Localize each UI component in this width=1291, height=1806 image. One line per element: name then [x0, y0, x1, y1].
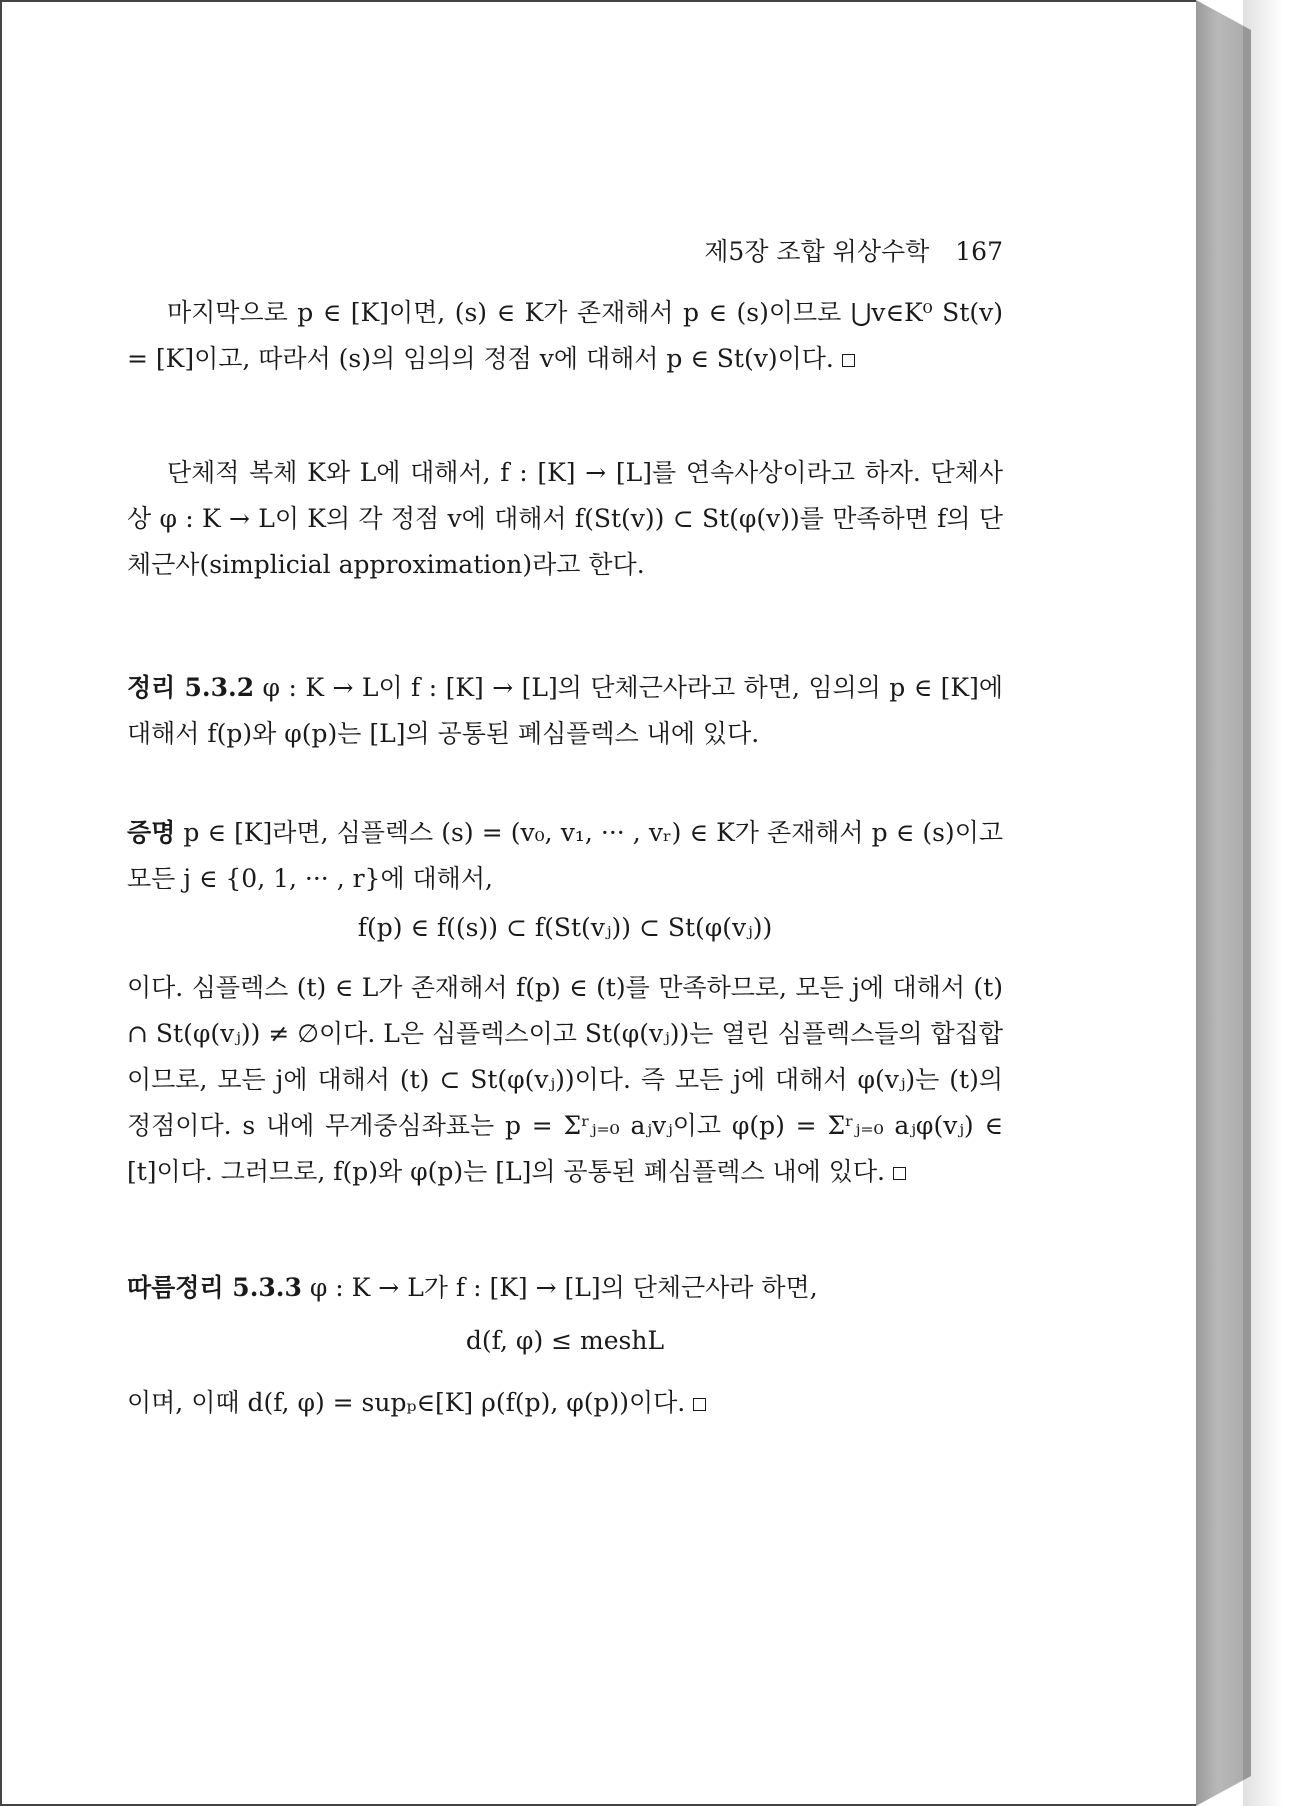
proof-label: 증명: [127, 818, 176, 847]
qed-mark: [842, 354, 855, 367]
corollary-equation: d(f, φ) ≤ meshL: [465, 1326, 665, 1355]
paragraph-2: [127, 450, 1003, 588]
proof-block: [127, 810, 1003, 902]
proof-continuation: [127, 965, 1003, 1195]
corollary-text-2: 이며, 이때 d(f, φ) = supₚ∈[K] ρ(f(p), φ(p))이다.: [127, 1388, 686, 1417]
qed-mark: [693, 1398, 706, 1411]
paragraph-1: [127, 290, 1003, 382]
proof-text-2: 이다. 심플렉스 (t) ∈ L가 존재해서 f(p) ∈ (t)를 만족하므로, 모든 j에 대해서 (t) ∩ St(φ(vⱼ)) ≠ ∅이다. L은 심플렉스이고 St(φ(vⱼ))는 열린 심플렉스들의 합집합이므로, 모든 j에 대해서 (t) ⊂ St(φ(vⱼ))이다. 즉 모든 j에 대해서 φ(vⱼ)는 (t)의 정점이다. s 내에 무게중심좌표는 p = Σʳⱼ₌₀ aⱼvⱼ이고 φ(p) = Σʳⱼ₌₀ aⱼφ(vⱼ) ∈ [t]이다. 그러므로, f(p)와 φ(p)는 [L]의 공통된 폐심플렉스 내에 있다.: [127, 973, 1003, 1186]
proof-display-equation: [127, 905, 1003, 951]
chapter-title: 제5장 조합 위상수학: [704, 237, 930, 266]
corollary-display-equation: [127, 1318, 1003, 1364]
proof-equation: f(p) ∈ f((s)) ⊂ f(St(vⱼ)) ⊂ St(φ(vⱼ)): [357, 913, 773, 942]
page-shadow: [1243, 0, 1283, 1806]
corollary-block: [127, 1265, 1003, 1311]
page-number: 167: [955, 237, 1003, 266]
paragraph-1-text: 마지막으로 p ∈ [K]이면, (s) ∈ K가 존재해서 p ∈ (s)이므로 ⋃v∈K⁰ St(v) = [K]이고, 따라서 (s)의 임의의 정점 v에 대해서 p ∈ St(v)이다.: [127, 298, 1003, 373]
corollary-label: 따름정리 5.3.3: [127, 1273, 302, 1302]
running-head: [127, 232, 1003, 268]
proof-text-1: p ∈ [K]라면, 심플렉스 (s) = (v₀, v₁, ··· , vᵣ) ∈ K가 존재해서 p ∈ (s)이고 모든 j ∈ {0, 1, ··· , r}에 대해서,: [127, 818, 1003, 893]
paragraph-2-text: 단체적 복체 K와 L에 대해서, f : [K] → [L]를 연속사상이라고 하자. 단체사상 φ : K → L이 K의 각 정점 v에 대해서 f(St(v)) ⊂ St(φ(v))를 만족하면 f의 단체근사(simplicial approximation)라고 한다.: [127, 458, 1003, 579]
corollary-continuation: [127, 1380, 1003, 1426]
corollary-text: φ : K → L가 f : [K] → [L]의 단체근사라 하면,: [309, 1273, 818, 1302]
qed-mark: [893, 1167, 906, 1180]
theorem-block: [127, 665, 1003, 757]
theorem-text: φ : K → L이 f : [K] → [L]의 단체근사라고 하면, 임의의 p ∈ [K]에 대해서 f(p)와 φ(p)는 [L]의 공통된 폐심플렉스 내에 있다.: [127, 673, 1003, 748]
theorem-label: 정리 5.3.2: [127, 673, 255, 702]
